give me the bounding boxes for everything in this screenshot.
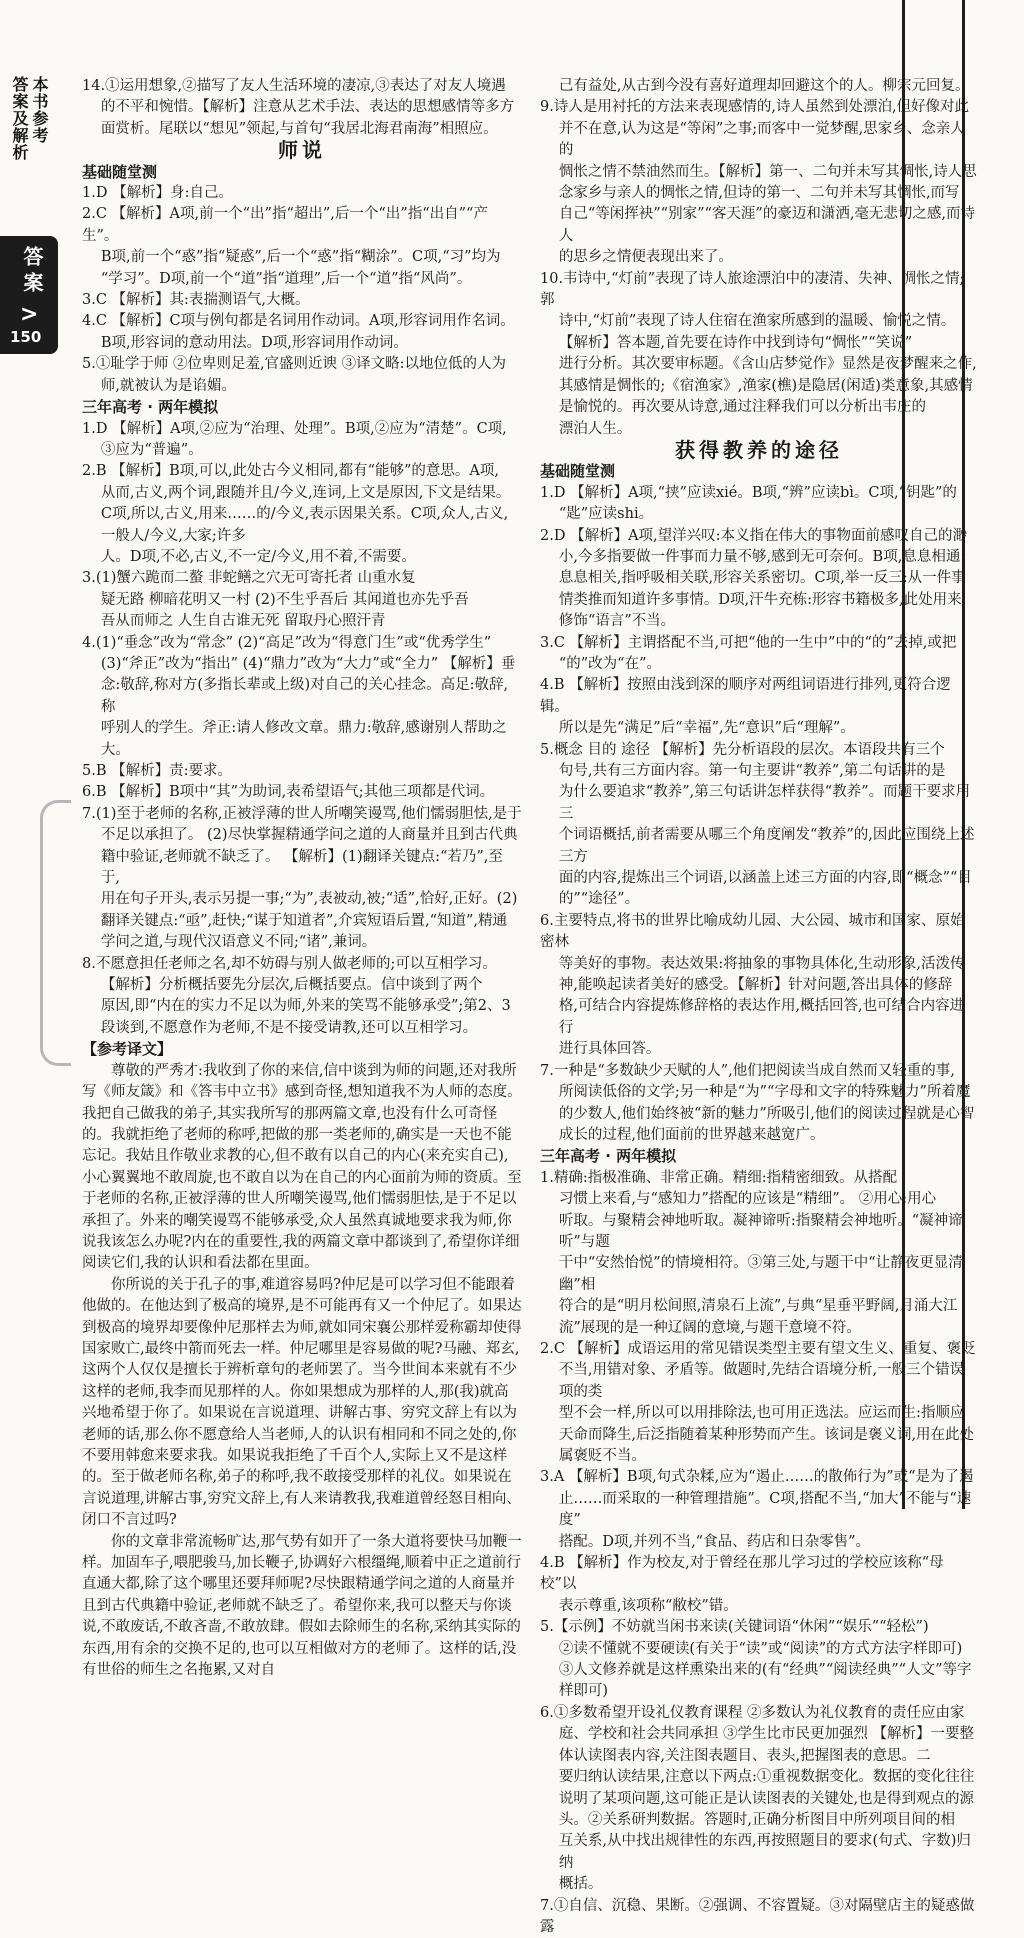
text-line: 【解析】分析概括要先分层次,后概括要点。信中谈到了两个 <box>100 977 483 994</box>
text-line: ②读不懂就不要硬读(有关于“读”或“阅读”的方式方法字样即可) <box>558 1640 963 1657</box>
text-line: 呼别人的学生。斧正:请人修改文章。鼎力:敬辞,感谢别人帮助之大。 <box>100 720 507 758</box>
text-line: 格,可结合内容提炼修辞格的表达作用,概括回答,也可结合内容进行 <box>558 998 965 1036</box>
text-line: 庭、学校和社会共同承担 ③学生比市民更加强烈 【解析】一要整 <box>558 1726 975 1743</box>
sub-heading: 三年高考 · 两年模拟 <box>82 398 219 417</box>
sub-heading: 基础随堂测 <box>540 462 616 481</box>
text-line: 符合的是“明月松间照,清泉石上流”,与典“星垂平野阔,月涌大江 <box>558 1298 958 1315</box>
text-line: 习惯上来看,与“感知力”搭配的应该是“精细”。 ②用心:用心 <box>558 1191 937 1208</box>
text-line: 1.D 【解析】身:自己。 <box>82 185 233 202</box>
right-column <box>540 76 978 1938</box>
text-line: 5.【示例】不妨就当闲书来读(关键词语“休闲”“娱乐”“轻松”) <box>540 1619 929 1636</box>
text-line: 所以是先“满足”后“幸福”,先“意识”后“理解”。 <box>558 720 855 737</box>
text-line: 漂泊人生。 <box>558 420 632 437</box>
text-line: B项,前一个“惑”指“疑惑”,后一个“惑”指“糊涂”。C项,“习”均为 <box>100 249 501 266</box>
text-line: B项,形容词的意动用法。D项,形容词用作动词。 <box>100 334 408 351</box>
section-title: 获得教养的途径 <box>675 437 843 462</box>
text-line: 9.诗人是用衬托的方法来表现感情的,诗人虽然到处漂泊,但好像对此 <box>540 99 970 116</box>
text-line: 念家乡与亲人的惆怅之情,但诗的第一、二句并未写其惆怅,而写 <box>558 185 960 202</box>
text-line: 8.不愿意担任老师之名,却不妨碍与别人做老师的;可以互相学习。 <box>82 955 497 972</box>
text-line: 3.C 【解析】其:表揣测语气,大概。 <box>82 292 310 309</box>
translation-paragraph: 你的文章非常流畅旷达,那气势有如开了一条大道将要快马加鞭一样。加固车子,喂肥骏马,加长鞭子,协调好六根缰绳,顺着中正之道前行直通大都,除了这个哪里还要拜师呢?尽快跟精通学问之道的人商量并且到古代典籍中验证,老师就不缺乏了。希望你来,我可以整天与你谈说,不敢废话,不敢吝啬,不敢放肆。假如去除师生的名称,采纳其实际的东西,用有余的交换不足的,也可以互相做对方的老师了。这样的话,没有世俗的师生之名拖累,又对自 <box>82 1533 522 1679</box>
text-line: 3.A 【解析】B项,句式杂糅,应为“遏止……的散佈行为”或“是为了遏 <box>540 1469 974 1486</box>
text-line: 成长的过程,他们面前的世界越来越宽广。 <box>558 1126 825 1143</box>
text-line: 7.(1)至于老师的名称,正被浮薄的世人所嘲笑谩骂,他们懦弱胆怯,是于 <box>82 805 522 822</box>
text-line: “学习”。D项,前一个“道”指“道理”,后一个“道”指“风尚”。 <box>100 270 472 287</box>
section-title: 师说 <box>278 138 326 163</box>
side-title <box>2 76 56 226</box>
text-line: 止……而采取的一种管理措施”。C项,搭配不当,“加大”不能与“速度” <box>558 1490 972 1529</box>
text-line: 2.C 【解析】A项,前一个“出”指“超出”,后一个“出”指“出自”“产生”。 <box>82 206 488 244</box>
text-line: 惆怅之情不禁油然而生。【解析】第一、二句并未写其惆怅,诗人思 <box>558 163 977 180</box>
translation-paragraph: 尊敬的严秀才:我收到了你的来信,信中谈到为师的问题,还对我所写《师友箴》和《答韦中立书》感到奇怪,想知道我不为人师的态度。我把自己做我的弟子,其实我所写的那两篇文章,也没有什么可奇怪的。我就拒绝了老师的称呼,把做的那一类老师的,确实是一天也不能忘记。我姑且作敬业求教的心,但不敢有以自己的内心(来充实自己),小心翼翼地不敢周旋,也不敢自以为在自己的内心面前为师的资质。至于老师的名称,正被浮薄的世人所嘲笑谩骂,他们懦弱胆怯,是于不足以承担了。外来的嘲笑谩骂不能够承受,众人虽然真诚地要求我为师,你说我该怎么办呢?内在的重要性,我的两篇文章中都谈到了,希望你详细阅读它们,我的认识和看法都在里面。 <box>82 1062 522 1272</box>
text-line: 学问之道,与现代汉语意义不同;“诸”,兼词。 <box>100 934 377 951</box>
text-line: ③人文修养就是这样熏染出来的(有“经典”“阅读经典”“人文”等字 <box>558 1662 972 1679</box>
text-line: 并不在意,认为这是“等闲”之事;而客中一觉梦醒,思家乡、念亲人的 <box>558 120 965 159</box>
text-line: 段谈到,不愿意作为老师,不是不接受请教,还可以互相学习。 <box>100 1019 478 1036</box>
text-line: 为什么要追求“教养”,第三句话讲怎样获得“教养”。而题干要求用三 <box>558 784 971 822</box>
text-line: 等美好的事物。表达效果:将抽象的事物具体化,生动形象,活泼传 <box>558 955 965 972</box>
text-line: 1.D 【解析】A项,“挟”应读xié。B项,“辨”应读bì。C项,“钥匙”的 <box>540 484 957 501</box>
text-line: 句号,共有三方面内容。第一句主要讲“教养”,第二句话讲的是 <box>558 763 946 779</box>
text-line: 神,能唤起读者美好的感受。【解析】针对问题,答出具体的修辞 <box>558 977 953 994</box>
text-line: 面赏析。尾联以“想见”领起,与首句“我居北海君南海”相照应。 <box>100 120 498 137</box>
text-line: 所阅读低俗的文学;另一种是“为”“字母和文字的特殊魅力”所着魔 <box>558 1084 971 1101</box>
text-line: 是愉悦的。再次要从诗意,通过注释我们可以分析出韦庄的 <box>558 399 926 416</box>
text-line: 翻译关键点:“亟”,赶快;“谋于知道者”,介宾短语后置,“知道”,精通 <box>100 912 508 929</box>
text-line: 情类推而知道许多事情。D项,汗牛充栋:形容书籍极多,此处用来 <box>558 591 962 608</box>
text-line: 属褒贬不当。 <box>558 1448 646 1464</box>
text-line: 的不平和惋惜。【解析】注意从艺术手法、表达的思想感情等多方 <box>100 99 515 116</box>
text-line: 10.韦诗中,“灯前”表现了诗人旅途漂泊中的凄清、失神、惆怅之情;郭 <box>540 270 965 309</box>
text-line: (3)“斧正”改为“指出” (4)“鼎力”改为“大力”或“全力” 【解析】垂 <box>100 655 516 672</box>
text-line: 进行具体回答。 <box>558 1041 661 1058</box>
text-line: 不当,用错对象、矛盾等。做题时,先结合语境分析,一般三个错误项的类 <box>558 1362 965 1400</box>
text-line: 个词语概括,前者需要从哪三个角度阐发“教养”的,因此应围绕上述三方 <box>558 827 975 865</box>
text-line: 流”展现的是一种辽阔的意境,与题干意境不符。 <box>558 1319 861 1336</box>
text-line: 的”“途径”。 <box>558 891 640 908</box>
side-strip <box>0 76 58 356</box>
text-line: 6.B 【解析】B项中“其”为助词,表希望语气;其他三项都是代词。 <box>82 784 495 801</box>
answer-tab-label: 答案 <box>20 246 44 298</box>
text-line: 6.主要特点,将书的世界比喻成幼儿园、大公园、城市和国家、原始密林 <box>540 912 965 951</box>
text-line: 原因,即“内在的实力不足以为师,外来的笑骂不能够承受”;第2、3 <box>100 998 511 1015</box>
text-line: 师,就被认为是谄媚。 <box>100 377 236 394</box>
text-line: 4.(1)“垂念”改为“常念” (2)“高足”改为“得意门生”或“优秀学生” <box>82 634 492 651</box>
text-line: 2.D 【解析】A项,望洋兴叹:本义指在伟大的事物面前感叹自己的渺 <box>540 527 968 544</box>
chevron-right-icon: > <box>20 302 39 327</box>
reference-translation-label: 【参考译文】 <box>82 1040 173 1059</box>
translation-paragraph: 你所说的关于孔子的事,难道容易吗?仲尼是可以学习但不能跟着他做的。在他达到了极高的境界,是不可能再有又一个仲尼了。如果达到极高的境界却要像仲尼那样去为师,就如同宋襄公那样爱称霸却使得国家败亡,最终中箭而死去一样。仲尼哪里是容易做的呢?马融、郑玄,这两个人仅仅是擅长于辨析章句的老师罢了。当今世间本来就有不少这样的老师,我李而见那样的人。你如果想成为那样的人,那(我)就高兴地希望于你了。如果说在言说道理、讲解古事、穷究文辞上有以为老师的话,那么你不愿意给人当老师,人的认识有相同和不同之处的,你不要用韩愈来要求我。如果说我拒绝了千百个人,实际上又不是这样的。至于做老师名称,弟子的称呼,我不敢接受那样的礼仪。如果说在言说道理,讲解古事,穷究文辞上,有人来请教我,我难道曾经怒目相向、闭口不言过吗? <box>82 1276 522 1529</box>
text-line: 诗中,“灯前”表现了诗人住宿在渔家所感到的温暖、愉悦之情。 <box>558 313 956 330</box>
text-line: 2.B 【解析】B项,可以,此处古今义相同,都有“能够”的意思。A项, <box>82 463 499 480</box>
side-title-col1: 本书参考 <box>30 76 49 144</box>
text-line: 天命而降生,后泛指随着某种形势而产生。该词是褒义词,用在此处 <box>558 1426 975 1443</box>
text-line: 面的内容,提炼出三个词语,以涵盖上述三方面的内容,即“概念”“目 <box>558 870 972 887</box>
text-line: 从而,古义,两个词,跟随并且/今义,连词,上文是原因,下文是结果。 <box>100 484 511 501</box>
text-line: 其感情是惆怅的;《宿渔家》,渔家(樵)是隐居(闲适)类意象,其感情 <box>558 377 973 394</box>
text-line: 4.B 【解析】作为校友,对于曾经在那儿学习过的学校应该称“母校”以 <box>540 1555 944 1593</box>
text-line: 5.概念 目的 途径 【解析】先分析语段的层次。本语段共有三个 <box>540 741 945 758</box>
text-line: 进行分析。其次要审标题。《含山店梦觉作》显然是夜梦醒来之作, <box>558 356 977 373</box>
text-line: 用在句子开头,表示另提一事;“为”,表被动,被;“适”,恰好,正好。(2) <box>100 891 518 908</box>
text-line: 概括。 <box>558 1876 603 1893</box>
text-line: 6.①多数希望开设礼仪教育课程 ②多数认为礼仪教育的责任应由家 <box>540 1704 965 1721</box>
text-line: 5.B 【解析】责:要求。 <box>82 763 232 779</box>
text-line: 人。D项,不必,古义,不一定/今义,用不着,不需要。 <box>100 548 416 565</box>
left-column <box>82 76 522 1681</box>
text-line: 头。②关系研判数据。答题时,正确分析图目中所列项目间的相 <box>558 1811 955 1828</box>
text-line: 4.C 【解析】C项与例句都是名词用作动词。A项,形容词用作名词。 <box>82 313 515 330</box>
text-line: 1.D 【解析】A项,②应为“治理、处理”。B项,②应为“清楚”。C项, <box>82 420 507 437</box>
answer-tab <box>0 236 58 354</box>
text-line: 3.(1)蟹六跪而二螯 非蛇鳝之穴无可寄托者 山重水复 <box>82 570 416 587</box>
sub-heading: 三年高考 · 两年模拟 <box>540 1147 677 1166</box>
text-line: 7.①自信、沉稳、果断。②强调、不容置疑。③对隔壁店主的疑惑做露 <box>540 1897 975 1935</box>
text-line: 14.①运用想象,②描写了友人生活环境的凄凉,③表达了对友人境遇 <box>82 78 506 94</box>
text-line: 【解析】答本题,首先要在诗作中找到诗句“惆怅”“笑说” <box>558 334 913 351</box>
text-line: 己有益处,从古到今没有喜好道理却回避这个的人。柳宗元回复。 <box>558 78 970 94</box>
text-line: “的”改为“在”。 <box>558 655 661 672</box>
text-line: C项,所以,古义,用来……的/今义,表示因果关系。C项,众人,古义,一般人/今义,大家;许多 <box>100 506 509 544</box>
text-line: 的少数人,他们始终被“新的魅力”所吸引,他们的阅读过程就是心智 <box>558 1105 975 1122</box>
text-line: 念:敬辞,称对方(多指长辈或上级)对自己的关心挂念。高足:敬辞,称 <box>100 677 509 715</box>
text-line: 体认读图表内容,关注图表题目、表头,把握图表的意思。二 <box>558 1747 931 1764</box>
text-line: 2.C 【解析】成语运用的常见错误类型主要有望文生义、重复、褒贬 <box>540 1340 976 1357</box>
text-line: 籍中验证,老师就不缺乏了。 【解析】(1)翻译关键点:“若乃”,至于, <box>100 848 503 887</box>
page-number: 150 <box>10 328 42 346</box>
text-line: “匙”应读shi。 <box>558 506 654 523</box>
text-line: 息息相关,指呼吸相关联,形容关系密切。C项,举一反三:从一件事 <box>558 570 966 587</box>
text-line: 的思乡之情便表现出来了。 <box>558 249 733 266</box>
sub-heading: 基础随堂测 <box>82 162 158 181</box>
text-line: 表示尊重,该项称“敝校”错。 <box>558 1597 738 1614</box>
text-line: 3.C 【解析】主谓搭配不当,可把“他的一生中”中的“的”去掉,或把 <box>540 634 957 651</box>
text-line: 修饰“语言”不当。 <box>558 613 676 630</box>
text-line: 要归纳认读结果,注意以下两点:①重视数据变化。数据的变化往往 <box>558 1769 975 1786</box>
text-line: 4.B 【解析】按照由浅到深的顺序对两组词语进行排列,更符合逻辑。 <box>540 677 951 715</box>
text-line: 说明了某项问题,这可能正是认读图表的关键处,也是得到观点的源 <box>558 1790 975 1807</box>
text-line: 样即可) <box>558 1683 609 1700</box>
text-line: 1.精确:指极准确、非常正确。精细:指精密细致。从搭配 <box>540 1169 898 1186</box>
text-line: ③应为“普遍”。 <box>100 441 203 458</box>
text-line: 型不会一样,所以可以用排除法,也可用正选法。应运而生:指顺应 <box>558 1405 965 1422</box>
text-line: 听取。与聚精会神地听取。凝神谛听:指聚精会神地听。“凝神谛听”与题 <box>558 1212 963 1250</box>
text-line: 5.①耻学于师 ②位卑则足羞,官盛则近谀 ③译文略:以地位低的人为 <box>82 356 507 373</box>
pencil-mark <box>40 800 71 1066</box>
text-line: 疑无路 柳暗花明又一村 (2)不生乎吾后 其闻道也亦先乎吾 <box>100 591 469 608</box>
text-line: 搭配。D项,并列不当,“食品、药店和日杂零售”。 <box>558 1533 871 1550</box>
text-line: 自己“等闲挥袂”“别家”“客天涯”的豪迈和潇洒,毫无悲切之感,而诗人 <box>558 206 976 244</box>
text-line: 干中“安然怡悦”的情境相符。③第三处,与题干中“让静夜更显清幽”相 <box>558 1255 963 1293</box>
text-line: 互关系,从中找出规律性的东西,再按照题目的要求(句式、字数)归纳 <box>558 1833 971 1871</box>
text-line: 吾从而师之 人生自古谁无死 留取丹心照汗青 <box>100 613 386 630</box>
side-title-col2: 答案及解析 <box>10 76 29 161</box>
text-line: 不足以承担了。 (2)尽快掌握精通学问之道的人商量并且到古代典 <box>100 827 518 844</box>
text-line: 7.一种是“多数缺少天赋的人”,他们把阅读当成自然而又轻重的事, <box>540 1062 955 1079</box>
text-line: 小,今多指要做一件事而力量不够,感到无可奈何。B项,息息相通: <box>558 548 966 565</box>
